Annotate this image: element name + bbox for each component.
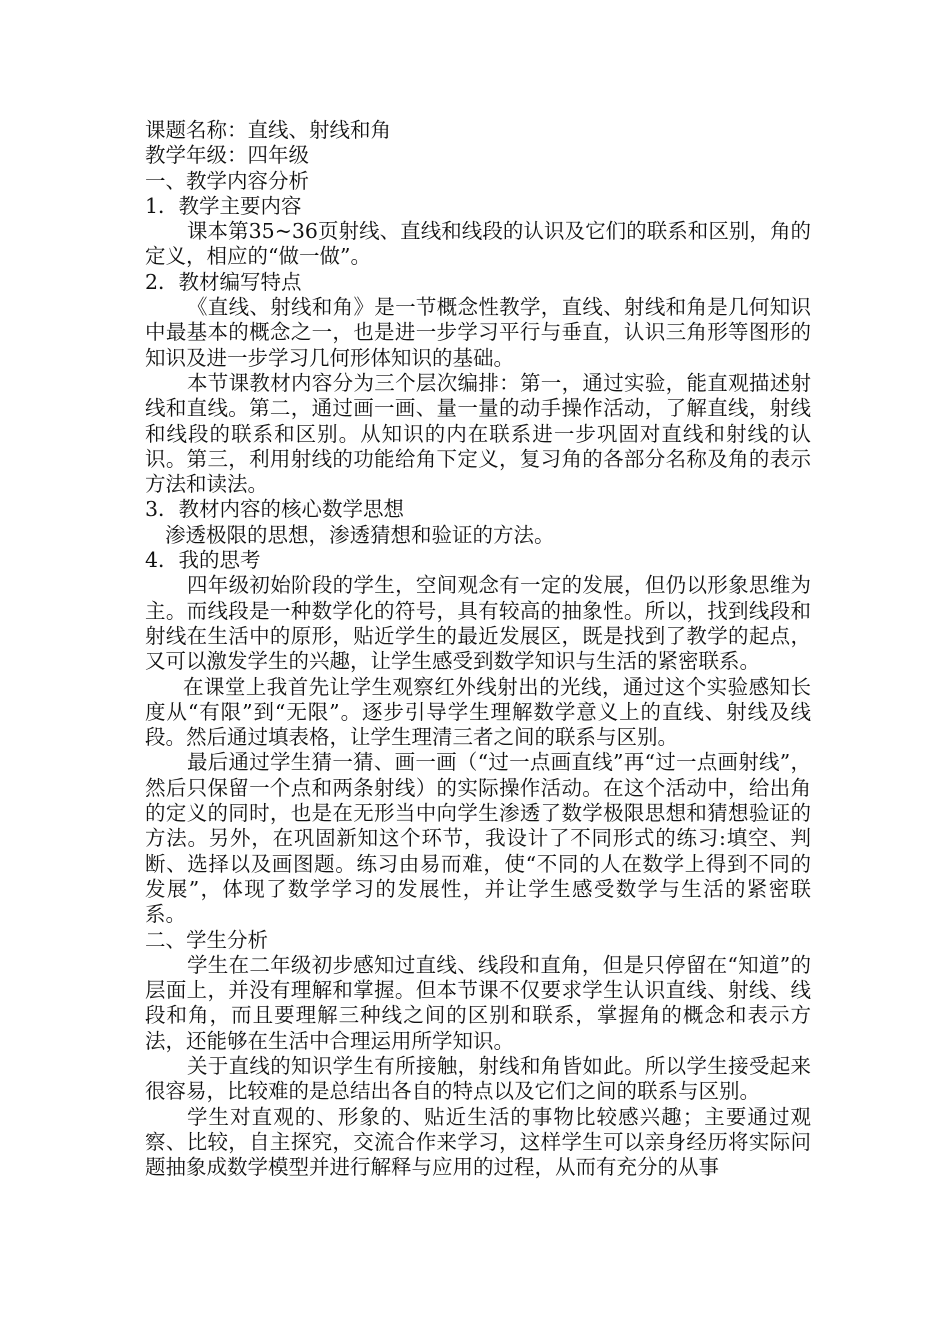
section-heading-content-analysis: 一、教学内容分析 bbox=[145, 168, 309, 193]
paragraph: 渗透极限的思想，渗透猜想和验证的方法。 bbox=[165, 522, 555, 547]
subheading-textbook-features: 2．教材编写特点 bbox=[145, 269, 302, 294]
document-page bbox=[145, 118, 811, 1180]
paragraph: 课本第35~36页射线、直线和线段的认识及它们的联系和区别，角的定义，相应的“做一做”。 bbox=[145, 219, 811, 269]
grade-line: 教学年级：四年级 bbox=[145, 143, 309, 168]
section-heading-student-analysis: 二、学生分析 bbox=[145, 927, 268, 952]
course-title: 课题名称：直线、射线和角 bbox=[145, 118, 391, 142]
paragraph: 《直线、射线和角》是一节概念性教学，直线、射线和角是几何知识中最基本的概念之一，也是进一步学习平行与垂直，认识三角形等图形的知识及进一步学习几何形体知识的基础。 bbox=[145, 295, 811, 370]
paragraph: 学生对直观的、形象的、贴近生活的事物比较感兴趣；主要通过观察、比较，自主探究，交流合作来学习，这样学生可以亲身经历将实际问题抽象成数学模型并进行解释与应用的过程，从而有充分的从事 bbox=[145, 1104, 811, 1180]
subheading-core-idea: 3．教材内容的核心数学思想 bbox=[145, 497, 405, 522]
subheading-my-thoughts: 4．我的思考 bbox=[145, 548, 261, 573]
paragraph: 最后通过学生猜一猜、画一画（“过一点画直线”再“过一点画射线”，然后只保留一个点和两条射线）的实际操作活动。在这个活动中，给出角的定义的同时，也是在无形当中向学生渗透了数学极限思想和猜想验证的方法。另外，在巩固新知这个环节，我设计了不同形式的练习:填空、判断、选择以及画图题。练习由易而难，使“不同的人在数学上得到不同的发展”，体现了数学学习的发展性，并让学生感受数学与生活的紧密联系。 bbox=[145, 750, 811, 927]
subheading-main-content: 1．教学主要内容 bbox=[145, 193, 302, 218]
paragraph: 四年级初始阶段的学生，空间观念有一定的发展，但仍以形象思维为主。而线段是一种数学化的符号，具有较高的抽象性。所以，找到线段和射线在生活中的原形，贴近学生的最近发展区，既是找到了教学的起点，又可以激发学生的兴趣，让学生感受到数学知识与生活的紧密联系。 bbox=[145, 573, 811, 674]
paragraph: 关于直线的知识学生有所接触，射线和角皆如此。所以学生接受起来很容易，比较难的是总结出各自的特点以及它们之间的联系与区别。 bbox=[145, 1053, 811, 1104]
paragraph: 本节课教材内容分为三个层次编排：第一，通过实验，能直观描述射线和直线。第二，通过画一画、量一量的动手操作活动，了解直线，射线和线段的联系和区别。从知识的内在联系进一步巩固对直线和射线的认识。第三，利用射线的功能给角下定义，复习角的各部分名称及角的表示方法和读法。 bbox=[145, 370, 811, 497]
paragraph: 学生在二年级初步感知过直线、线段和直角，但是只停留在“知道”的层面上，并没有理解和掌握。但本节课不仅要求学生认识直线、射线、线段和角，而且要理解三种线之间的区别和联系，掌握角的概念和表示方法，还能够在生活中合理运用所学知识。 bbox=[145, 952, 811, 1053]
paragraph: 在课堂上我首先让学生观察红外线射出的光线，通过这个实验感知长度从“有限”到“无限”。逐步引导学生理解数学意义上的直线、射线及线段。然后通过填表格，让学生理清三者之间的联系与区别。 bbox=[145, 674, 811, 750]
